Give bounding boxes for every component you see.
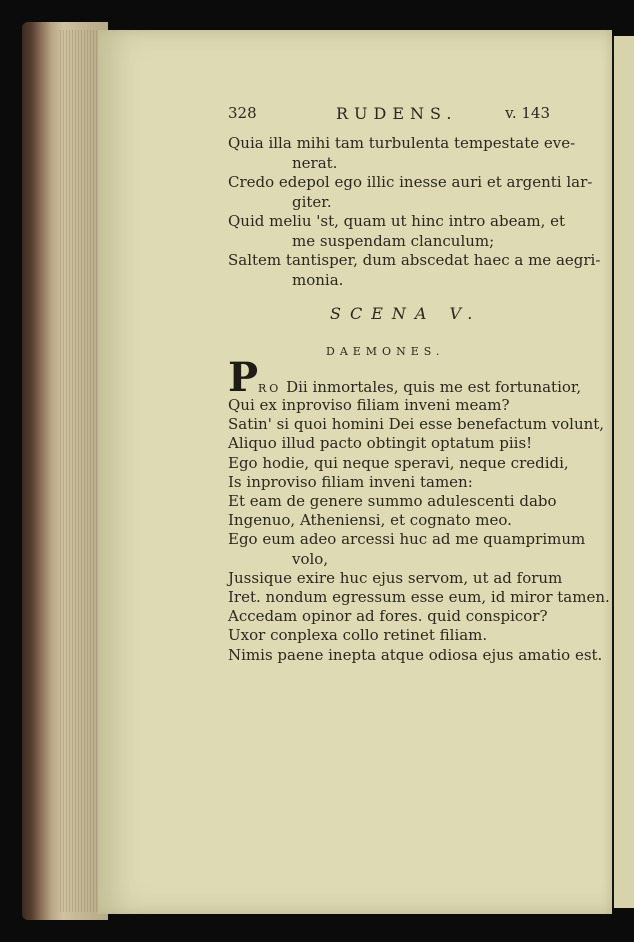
verse-line: Quid meliu 'st, quam ut hinc intro abeam, et (228, 212, 566, 230)
first-line-caps: RO (258, 382, 282, 395)
verse-line: Ego hodie, qui neque speravi, neque credidi, (228, 453, 569, 472)
verse-line: Quia illa mihi tam turbulenta tempestate eve- (228, 134, 576, 152)
verse-line: Nimis paene inepta atque odiosa ejus amatio est. (228, 645, 603, 664)
verse-line: nerat. (292, 153, 338, 172)
verse-line: Ingenuo, Atheniensi, et cognato meo. (228, 511, 512, 530)
first-verse-line (258, 378, 581, 398)
scene-heading: SCENA V. (330, 304, 482, 323)
verse-line: volo, (292, 549, 329, 568)
page-number: 328 (228, 104, 257, 122)
verse-line: Is inproviso filiam inveni tamen: (228, 472, 473, 491)
drop-cap: P (228, 354, 259, 401)
verse-line: Accedam opinor ad fores. quid conspicor? (228, 607, 548, 626)
verse-line: Satin' si quoi homini Dei esse benefactum volunt, (228, 415, 605, 434)
verse-line: Ego eum adeo arcessi huc ad me quamprimum (228, 530, 586, 549)
speaker-name: DAEMONES. (326, 345, 445, 358)
verse-line: giter. (292, 192, 332, 211)
next-page-edge (612, 36, 634, 908)
verse-line: Aliquo illud pacto obtingit optatum piis! (228, 434, 533, 453)
running-title: RUDENS. (336, 104, 458, 123)
verse-line: Et eam de genere summo adulescenti dabo (228, 492, 557, 510)
verse-line: Iret. nondum egressum esse eum, id miror tamen. (228, 588, 610, 606)
book-page-edges (22, 22, 108, 920)
verse-line: monia. (292, 270, 344, 289)
first-line-text: Dii inmortales, quis me est fortunatior, (281, 378, 582, 396)
running-header (228, 104, 550, 128)
verse-line: me suspendam clanculum; (292, 231, 495, 250)
verse-line: Jussique exire huc ejus servom, ut ad forum (228, 568, 563, 587)
verse-line: Qui ex inproviso filiam inveni meam? (228, 396, 510, 414)
verse-line: Uxor conplexa collo retinet filiam. (228, 626, 488, 645)
verse-line: Credo edepol ego illic inesse auri et argenti lar- (228, 173, 593, 191)
verse-line: Saltem tantisper, dum abscedat haec a me aegri- (228, 251, 601, 269)
verse-number: v. 143 (505, 104, 550, 122)
